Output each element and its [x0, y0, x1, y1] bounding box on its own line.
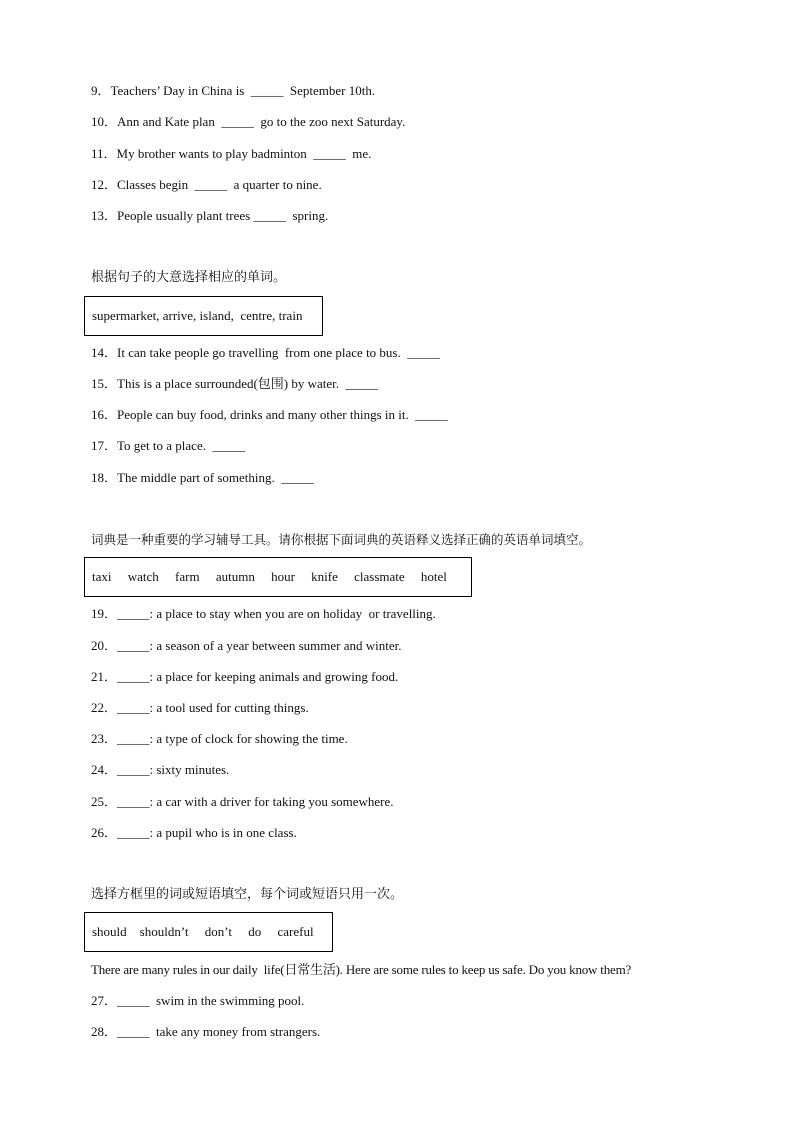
question-21: 21．_____: a place for keeping animals and growing food. [91, 669, 399, 684]
question-17: 17．To get to a place. _____ [91, 438, 245, 453]
section2-word-box: supermarket, arrive, island, centre, train [84, 296, 323, 336]
question-18: 18．The middle part of something. _____ [91, 470, 314, 485]
section4-word-box: should shouldn’t don’t do careful [84, 912, 333, 952]
question-16: 16．People can buy food, drinks and many other things in it. _____ [91, 407, 448, 422]
section2-instruction: 根据句子的大意选择相应的单词。 [91, 270, 287, 285]
question-13: 13．People usually plant trees _____ spring. [91, 208, 329, 223]
question-12: 12．Classes begin _____ a quarter to nine. [91, 177, 322, 192]
question-20: 20．_____: a season of a year between summer and winter. [91, 638, 402, 653]
section3-instruction: 词典是一种重要的学习辅导工具。请你根据下面词典的英语释义选择正确的英语单词填空。 [91, 532, 592, 547]
question-22: 22．_____: a tool used for cutting things. [91, 700, 309, 715]
question-23: 23．_____: a type of clock for showing the time. [91, 731, 348, 746]
question-11: 11．My brother wants to play badminton _____ me. [91, 146, 372, 161]
question-24: 24．_____: sixty minutes. [91, 762, 230, 777]
question-14: 14．It can take people go travelling from one place to bus. _____ [91, 345, 440, 360]
section3-word-box: taxi watch farm autumn hour knife classmate hotel [84, 557, 472, 597]
question-28: 28．_____ take any money from strangers. [91, 1024, 321, 1039]
question-26: 26．_____: a pupil who is in one class. [91, 825, 297, 840]
question-9: 9．Teachers’ Day in China is _____ September 10th. [91, 83, 376, 98]
section4-intro: There are many rules in our daily life(日常生活). Here are some rules to keep us safe. Do you know them? [91, 962, 632, 977]
question-10: 10．Ann and Kate plan _____ go to the zoo next Saturday. [91, 114, 406, 129]
section4-instruction: 选择方框里的词或短语填空，每个词或短语只用一次。 [91, 887, 404, 902]
question-25: 25．_____: a car with a driver for taking you somewhere. [91, 794, 394, 809]
question-27: 27．_____ swim in the swimming pool. [91, 993, 305, 1008]
question-19: 19．_____: a place to stay when you are on holiday or travelling. [91, 606, 436, 621]
question-15: 15．This is a place surrounded(包围) by water. _____ [91, 376, 379, 391]
